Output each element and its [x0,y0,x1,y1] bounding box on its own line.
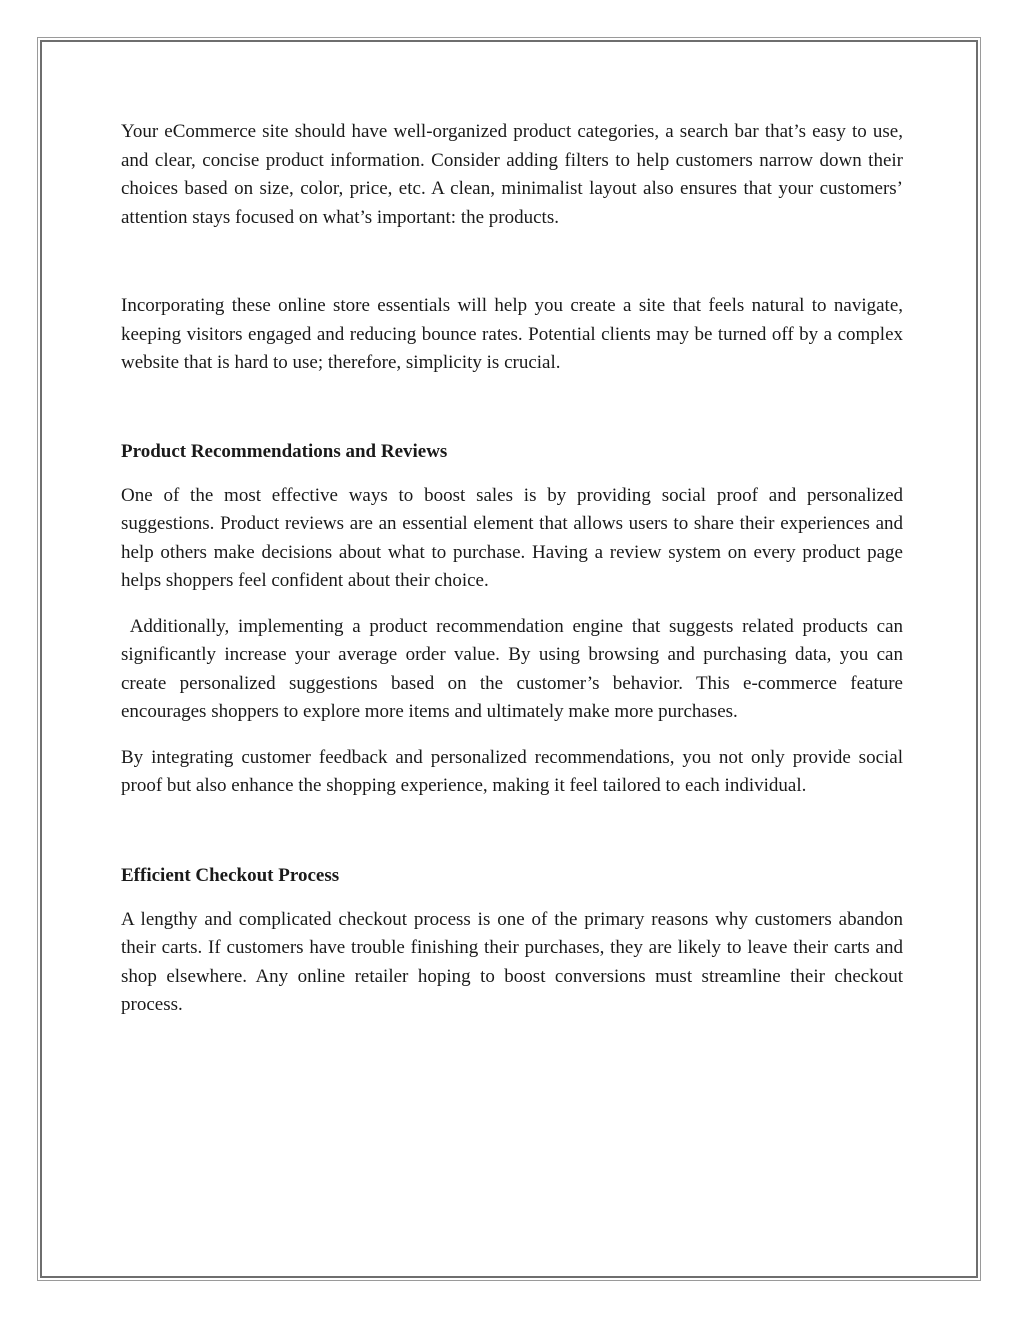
paragraph-feedback-integration: By integrating customer feedback and personalized recommendations, you not only provide social proof but also enhance the shopping experience, making it feel tailored to each individual. [121,746,903,796]
paragraph-intro: Your eCommerce site should have well-organized product categories, a search bar that’s easy to use, and clear, concise product information. Consider adding filters to help customers narrow down their choices based on size, color, price, etc. A clean, minimalist layout also ensures that your customers’ attention stays focused on what’s important: the products. [121,121,903,228]
paragraph-checkout: A lengthy and complicated checkout process is one of the primary reasons why customers abandon their carts. If customers have trouble finishing their purchases, they are likely to leave their carts and shop elsewhere. Any online retailer hoping to boost conversions must streamline their checkout process. [121,908,903,1015]
paragraph-essentials: Incorporating these online store essentials will help you create a site that feels natural to navigate, keeping visitors engaged and reducing bounce rates. Potential clients may be turned off by a complex website that is hard to use; therefore, simplicity is crucial. [121,295,903,373]
document-body [121,118,908,1020]
heading-efficient-checkout: Efficient Checkout Process [121,864,340,886]
paragraph-reviews-social-proof: One of the most effective ways to boost sales is by providing social proof and personalized suggestions. Product reviews are an essential element that allows users to share their experiences and help others make decisions about what to purchase. Having a review system on every product page helps shoppers feel confident about their choice. [121,484,903,591]
paragraph-recommendation-engine: Additionally, implementing a product recommendation engine that suggests related products can significantly increase your average order value. By using browsing and purchasing data, you can create personalized suggestions based on the customer’s behavior. This e-commerce feature encourages shoppers to explore more items and ultimately make more purchases. [121,615,908,722]
heading-recommendations-reviews: Product Recommendations and Reviews [121,440,448,462]
